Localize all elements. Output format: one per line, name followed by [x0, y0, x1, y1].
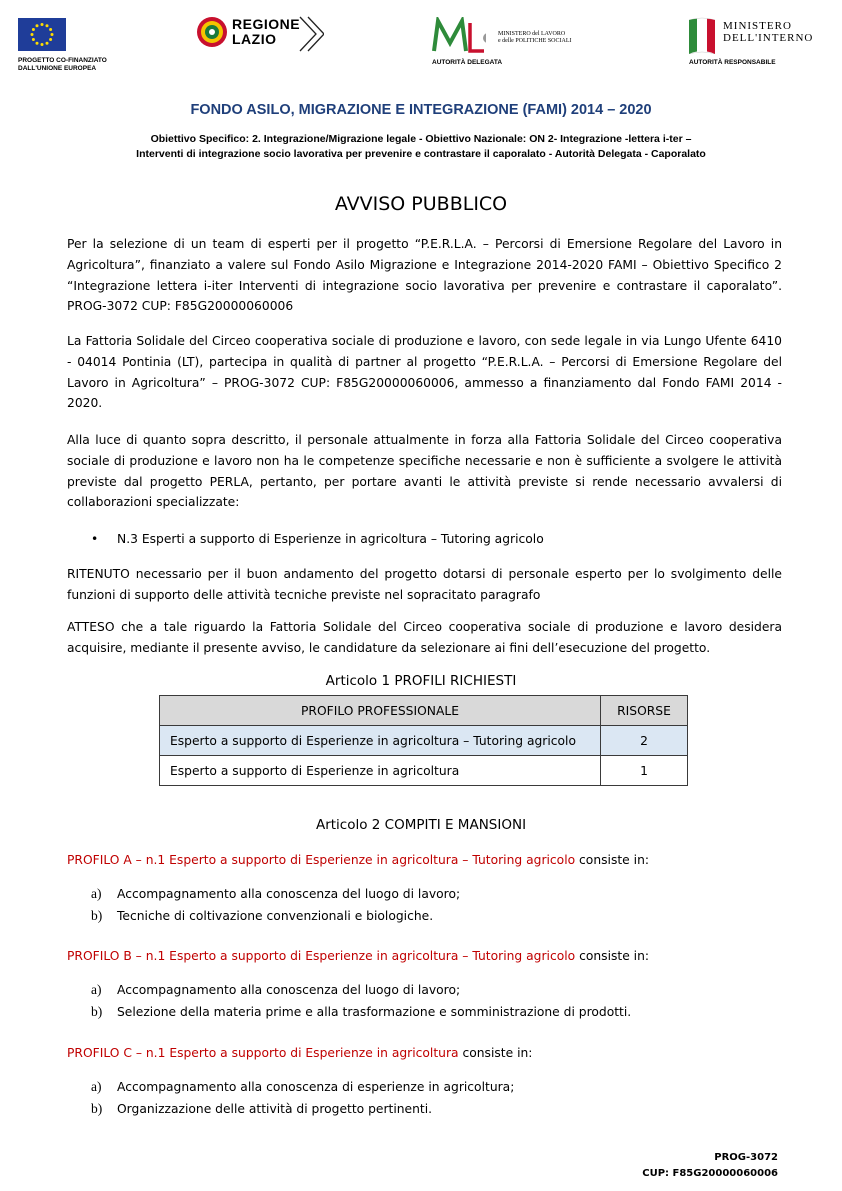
- ministero-lavoro-wordmark: [498, 31, 572, 45]
- list-text: Organizzazione delle attività di progetto pertinenti.: [117, 1102, 433, 1116]
- table-cell-profilo: Esperto a supporto di Esperienze in agricoltura: [160, 756, 601, 786]
- regione-lazio-emblem-icon: [196, 16, 228, 48]
- profile-c-list: [91, 1076, 514, 1120]
- eu-caption-line2: DALL'UNIONE EUROPEA: [18, 65, 97, 72]
- list-item: [91, 883, 460, 905]
- lazio-line2: LAZIO: [232, 31, 277, 47]
- profile-b-list: [91, 979, 631, 1023]
- article1-title: Articolo 1 PROFILI RICHIESTI: [325, 673, 517, 689]
- profile-c-title: PROFILO C – n.1 Esperto a supporto di Esperienze in agricoltura: [67, 1046, 459, 1060]
- profile-b-heading: [67, 946, 649, 966]
- paragraph-ritenuto: RITENUTO necessario per il buon andamento del progetto dotarsi di personale esperto per lo svolgimento delle funzioni di supporto delle attività tecniche previste nel sopracitato paragrafo: [67, 567, 782, 602]
- paragraph-atteso: ATTESO che a tale riguardo la Fattoria Solidale del Circeo cooperativa sociale di produzione e lavoro desidera acquisire, mediante il presente avviso, le candidature da selezionare ai fini dell’esecuzione del progetto.: [67, 620, 782, 655]
- list-text: Tecniche di coltivazione convenzionali e biologiche.: [117, 909, 434, 923]
- list-item: [91, 1076, 514, 1098]
- paragraph-needs: Alla luce di quanto sopra descritto, il personale attualmente in forza alla Fattoria Solidale del Circeo cooperativa sociale di produzione e lavoro non ha le competenze specifiche necessarie e non è sufficiente a svolgere le attività previste dal progetto PERLA, pertanto, per portare avanti le attività previste si rende necessario avvalersi di collaborazioni specializzate:: [67, 433, 782, 510]
- eu-caption: [18, 57, 128, 73]
- profile-b-title: PROFILO B – n.1 Esperto a supporto di Esperienze in agricoltura – Tutoring agricolo: [67, 949, 576, 963]
- table-header-profilo: PROFILO PROFESSIONALE: [160, 696, 601, 726]
- lazio-line1: REGIONE: [232, 16, 301, 32]
- objective-line1: Obiettivo Specifico: 2. Integrazione/Migrazione legale - Obiettivo Nazionale: ON 2- Integrazione -lettera i-ter –: [150, 133, 692, 145]
- eu-flag-logo: [18, 18, 66, 51]
- profile-c-heading: [67, 1043, 532, 1063]
- bullet-item: [91, 529, 544, 549]
- list-mark: a): [91, 982, 102, 997]
- paragraph-intro: Per la selezione di un team di esperti per il progetto “P.E.R.L.A. – Percorsi di Emersione Regolare del Lavoro in Agricoltura”, finanziato a valere sul Fondo Asilo Migrazione e Integrazione 2014-2020 FAMI – Obiettivo Specifico 2 “Integrazione lettera i-iter Interventi di integrazione socio lavorativa per prevenire e contrastare il caporalato”. PROG-3072 CUP: F85G20000060006: [67, 237, 782, 314]
- objective-line2: Interventi di integrazione socio lavorativa per prevenire e contrastare il caporalato - Autorità Delegata - Caporalato: [136, 148, 706, 160]
- profiles-table: [159, 695, 688, 786]
- list-item: [91, 1098, 514, 1120]
- regione-lazio-wordmark: [232, 16, 301, 47]
- profile-a-list: [91, 883, 460, 927]
- mi-line2: DELL'INTERNO: [723, 32, 814, 44]
- ministero-interno-wordmark: [723, 20, 813, 44]
- avviso-title: AVVISO PUBBLICO: [334, 193, 508, 215]
- profile-a-suffix: consiste in:: [575, 853, 650, 867]
- table-row: [160, 726, 688, 756]
- footer-prog: PROG-3072: [714, 1152, 778, 1163]
- mi-caption: AUTORITÀ RESPONSABILE: [689, 59, 776, 66]
- objective-block: [90, 132, 752, 162]
- bullet-dot-icon: •: [91, 532, 99, 546]
- profile-b-suffix: consiste in:: [575, 949, 650, 963]
- table-cell-risorse: 1: [601, 756, 688, 786]
- ministero-interno-flag-icon: [689, 16, 715, 54]
- mi-line1: MINISTERO: [723, 20, 792, 32]
- table-row: [160, 756, 688, 786]
- table-header-risorse: RISORSE: [601, 696, 688, 726]
- paragraph-partner: La Fattoria Solidale del Circeo cooperativa sociale di produzione e lavoro, con sede legale in via Lungo Ufente 6410 - 04014 Pontinia (LT), partecipa in qualità di partner al progetto “P.E.R.L.A. – Percorsi di Emersione Regolare del Lavoro in Agricoltura” – PROG-3072 CUP: F85G20000060006, ammesso a finanziamento dal Fondo FAMI 2014 - 2020.: [67, 334, 782, 411]
- fund-title: FONDO ASILO, MIGRAZIONE E INTEGRAZIONE (FAMI) 2014 – 2020: [190, 102, 652, 118]
- list-item: [91, 979, 631, 1001]
- list-mark: a): [91, 1079, 102, 1094]
- table-cell-profilo: Esperto a supporto di Esperienze in agricoltura – Tutoring agricolo: [160, 726, 601, 756]
- table-cell-risorse: 2: [601, 726, 688, 756]
- list-mark: b): [91, 1101, 103, 1116]
- table-header-row: [160, 696, 688, 726]
- list-text: Accompagnamento alla conoscenza del luogo di lavoro;: [117, 887, 461, 901]
- list-text: Selezione della materia prime e alla trasformazione e somministrazione di prodotti.: [117, 1005, 632, 1019]
- bullet-text: N.3 Esperti a supporto di Esperienze in agricoltura – Tutoring agricolo: [117, 532, 544, 546]
- profile-c-suffix: consiste in:: [458, 1046, 533, 1060]
- list-text: Accompagnamento alla conoscenza di esperienze in agricoltura;: [117, 1080, 515, 1094]
- eu-caption-line1: PROGETTO CO-FINANZIATO: [18, 57, 107, 64]
- mlps-line1: MINISTERO del LAVORO: [498, 31, 566, 37]
- article2-title: Articolo 2 COMPITI E MANSIONI: [315, 817, 527, 833]
- profile-a-heading: [67, 850, 649, 870]
- list-mark: b): [91, 1004, 103, 1019]
- profile-a-title: PROFILO A – n.1 Esperto a supporto di Esperienze in agricoltura – Tutoring agricolo: [67, 853, 576, 867]
- list-mark: a): [91, 886, 102, 901]
- ministero-lavoro-logo-icon: [432, 17, 486, 53]
- mlps-caption: AUTORITÀ DELEGATA: [432, 59, 503, 66]
- footer-cup: CUP: F85G20000060006: [642, 1168, 778, 1179]
- list-mark: b): [91, 908, 103, 923]
- list-text: Accompagnamento alla conoscenza del luogo di lavoro;: [117, 983, 461, 997]
- list-item: [91, 1001, 631, 1023]
- list-item: [91, 905, 460, 927]
- mlps-line2: e delle POLITICHE SOCIALI: [498, 38, 572, 44]
- page-footer: [642, 1150, 778, 1182]
